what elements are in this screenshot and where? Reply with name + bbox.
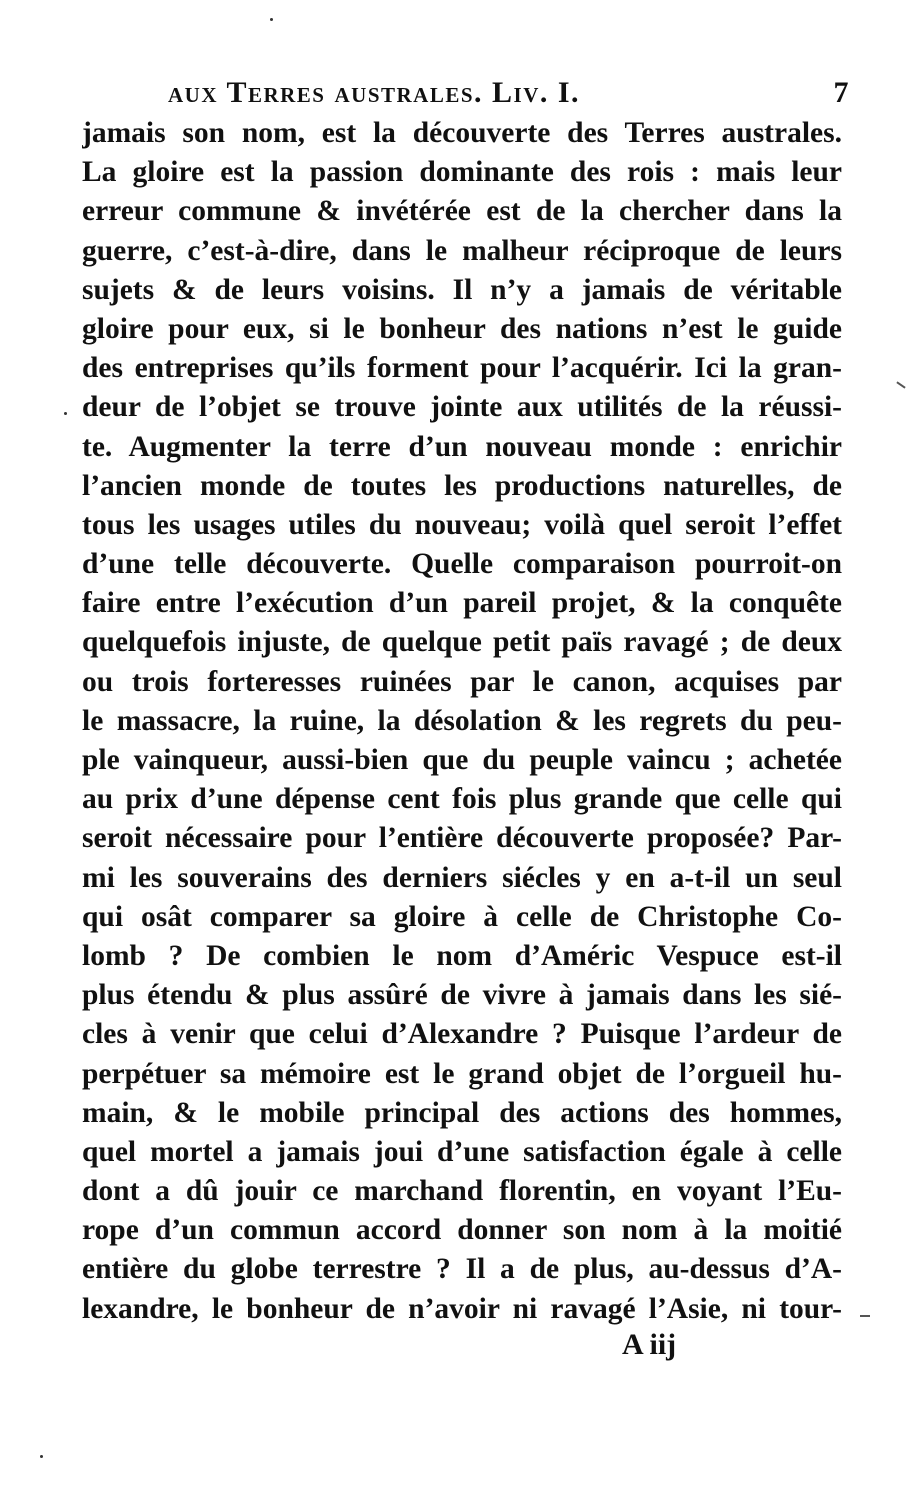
text-line: jamais son nom, est la découverte des Terres australes. [82,117,842,149]
text-line: quelquefois injuste, de quelque petit païs ravagé ; de deux [82,626,842,659]
text-line: dont a dû jouir ce marchand florentin, en voyant l’Eu- [82,1175,842,1208]
text-line: te. Augmenter la terre d’un nouveau monde : enrichir [82,430,842,463]
text-line: mi les souverains des derniers siécles y en a-t-il un seul [82,861,842,894]
margin-speck [40,1455,43,1458]
running-head [168,76,858,116]
text-line: quel mortel a jamais joui d’une satisfaction égale à celle [82,1135,842,1168]
text-line: entière du globe terrestre ? Il a de plus, au-dessus d’A- [82,1253,842,1286]
body-text [82,114,842,1329]
page-number: 7 [833,76,850,109]
text-line: perpétuer sa mémoire est le grand objet de l’orgueil hu- [82,1057,842,1090]
text-line: gloire pour eux, si le bonheur des nations n’est le guide [82,312,842,345]
text-line: guerre, c’est-à-dire, dans le malheur réciproque de leurs [82,234,842,267]
text-line: cles à venir que celui d’Alexandre ? Puisque l’ardeur de [82,1018,842,1051]
text-line: erreur commune & invétérée est de la chercher dans la [82,195,842,228]
text-line: d’une telle découverte. Quelle comparaison pourroit-on [82,548,842,581]
margin-tick [860,1315,870,1317]
margin-tick [896,381,905,388]
text-line: sujets & de leurs voisins. Il n’y a jamais de véritable [82,273,842,306]
text-line: l’ancien monde de toutes les productions naturelles, de [82,469,842,502]
text-line: deur de l’objet se trouve jointe aux utilités de la réussi- [82,391,842,424]
signature-mark: A iij [622,1328,677,1361]
text-line: La gloire est la passion dominante des rois : mais leur [82,156,842,189]
text-line: le massacre, la ruine, la désolation & les regrets du peu- [82,704,842,737]
text-line: main, & le mobile principal des actions des hommes, [82,1096,842,1129]
margin-speck [64,412,67,415]
text-line: tous les usages utiles du nouveau; voilà quel seroit l’effet [82,508,842,541]
text-line: lomb ? De combien le nom d’Améric Vespuce est-il [82,939,842,972]
text-line: rope d’un commun accord donner son nom à la moitié [82,1214,842,1247]
text-line: faire entre l’exécution d’un pareil projet, & la conquête [82,587,842,620]
text-line: des entreprises qu’ils forment pour l’acquérir. Ici la gran- [82,352,842,385]
text-line: ple vainqueur, aussi-bien que du peuple vaincu ; achetée [82,744,842,776]
text-line: lexandre, le bonheur de n’avoir ni ravagé l’Asie, ni tour- [82,1292,842,1325]
text-line: seroit nécessaire pour l’entière découverte proposée? Par- [82,822,842,855]
text-line: ou trois forteresses ruinées par le canon, acquises par [82,665,842,698]
margin-speck [270,18,273,21]
text-line: plus étendu & plus assûré de vivre à jamais dans les sié- [82,979,842,1012]
text-line: qui osât comparer sa gloire à celle de Christophe Co- [82,900,842,933]
running-title: aux Terres australes. Liv. I. [168,76,581,109]
text-line: au prix d’une dépense cent fois plus grande que celle qui [82,783,842,816]
